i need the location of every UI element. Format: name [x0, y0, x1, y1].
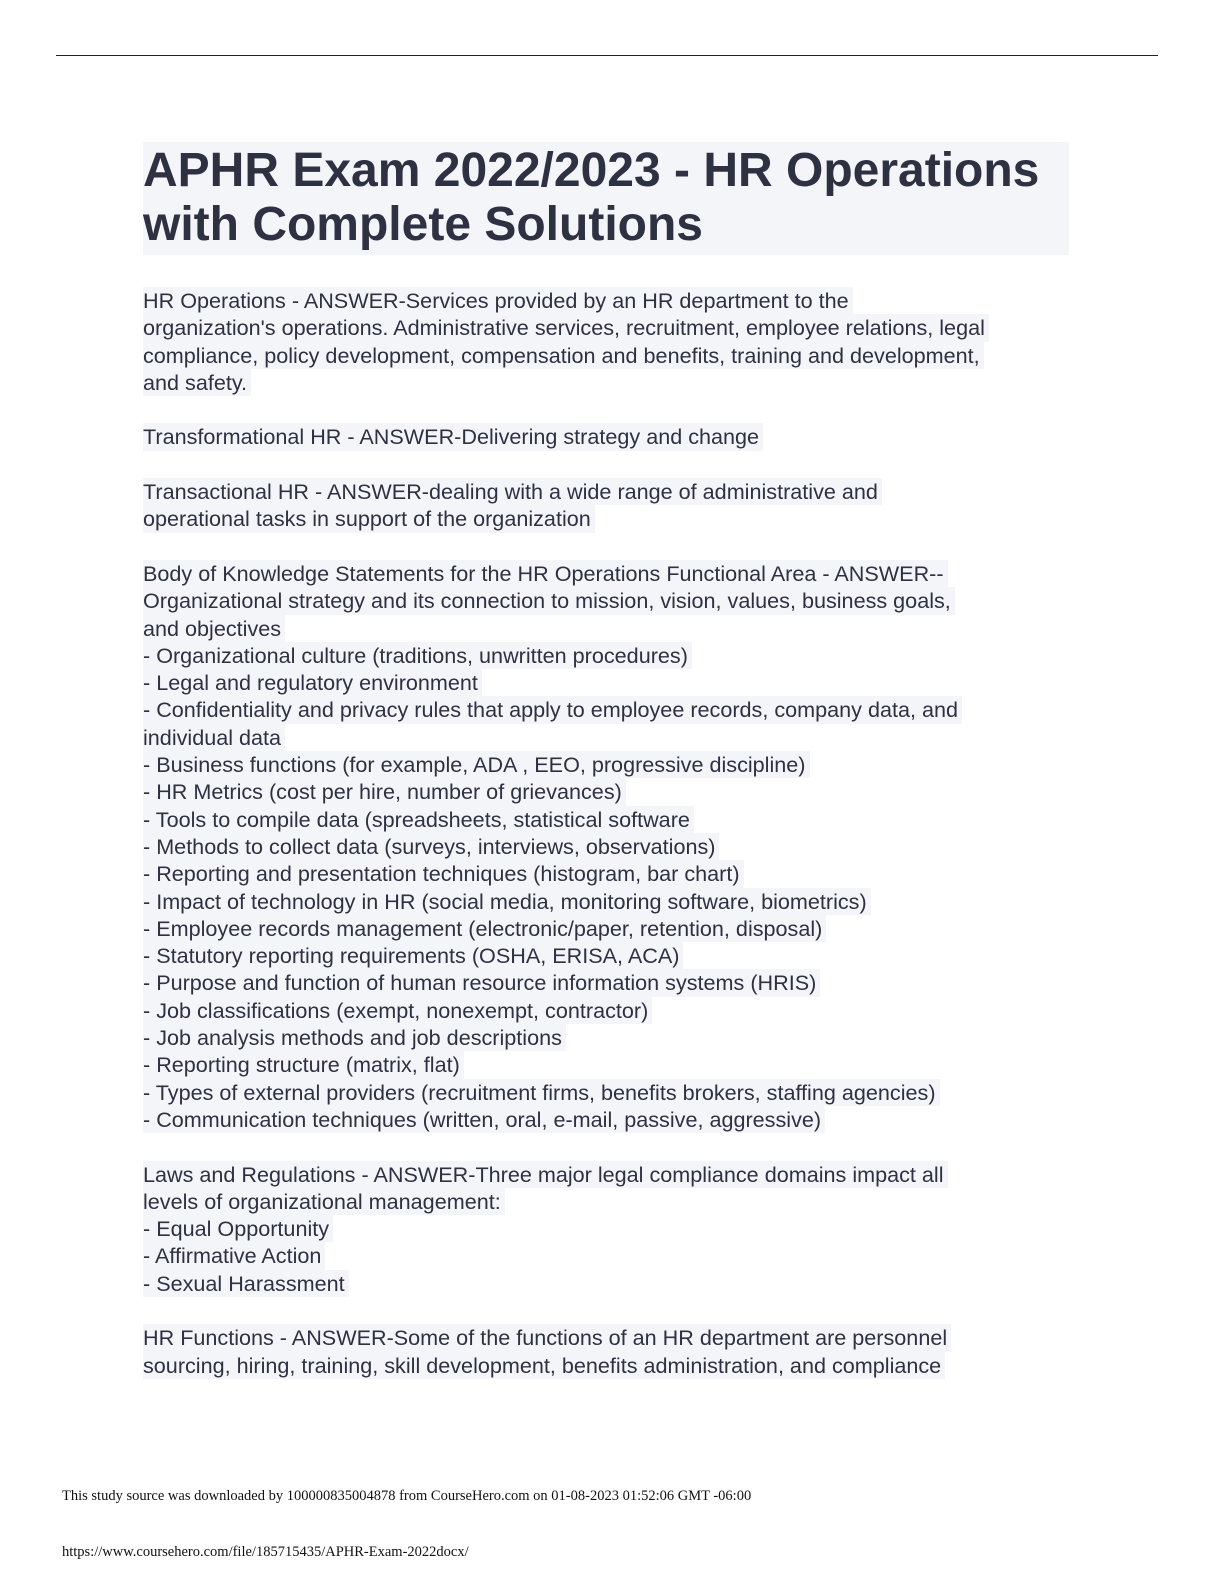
text-line: compliance, policy development, compensation and benefits, training and development,: [143, 342, 984, 369]
title-line: with Complete Solutions: [143, 198, 703, 251]
list-item: - Job analysis methods and job descriptions: [143, 1024, 566, 1051]
list-item: - Affirmative Action: [143, 1242, 325, 1269]
document-content: [143, 142, 1073, 1406]
text-line: HR Functions - ANSWER-Some of the functions of an HR department are personnel: [143, 1324, 951, 1351]
document-body: [143, 287, 1073, 1379]
list-item: - Reporting structure (matrix, flat): [143, 1051, 464, 1078]
text-line: Transformational HR - ANSWER-Delivering strategy and change: [143, 423, 763, 450]
text-line: HR Operations - ANSWER-Services provided by an HR department to the: [143, 287, 853, 314]
list-item: - Equal Opportunity: [143, 1215, 333, 1242]
list-item: - Types of external providers (recruitment firms, benefits brokers, staffing agencies): [143, 1079, 940, 1106]
list-item: - Employee records management (electronic/paper, retention, disposal): [143, 915, 826, 942]
text-line: levels of organizational management:: [143, 1188, 505, 1215]
list-item: - Job classifications (exempt, nonexempt, contractor): [143, 997, 652, 1024]
text-line: and safety.: [143, 369, 251, 396]
list-item: - Communication techniques (written, oral, e-mail, passive, aggressive): [143, 1106, 825, 1133]
list-item: - Business functions (for example, ADA , EEO, progressive discipline): [143, 751, 810, 778]
list-item: - Sexual Harassment: [143, 1270, 349, 1297]
qa-transactional-hr: [143, 478, 1073, 533]
list-item: - Purpose and function of human resource information systems (HRIS): [143, 969, 820, 996]
list-item: - Legal and regulatory environment: [143, 669, 482, 696]
download-source-note: This study source was downloaded by 100000835004878 from CourseHero.com on 01-08-2023 01:52:06 GMT -06:00: [62, 1488, 752, 1504]
title-line: APHR Exam 2022/2023 - HR Operations: [143, 144, 1040, 197]
list-item: - Statutory reporting requirements (OSHA, ERISA, ACA): [143, 942, 683, 969]
list-item: - Reporting and presentation techniques (histogram, bar chart): [143, 860, 744, 887]
text-line: sourcing, hiring, training, skill development, benefits administration, and compliance: [143, 1352, 945, 1379]
text-line: Body of Knowledge Statements for the HR Operations Functional Area - ANSWER--: [143, 560, 948, 587]
text-line: and objectives: [143, 615, 285, 642]
source-url[interactable]: https://www.coursehero.com/file/185715435/APHR-Exam-2022docx/: [62, 1544, 469, 1560]
text-line: operational tasks in support of the organization: [143, 505, 595, 532]
list-item: - HR Metrics (cost per hire, number of grievances): [143, 778, 626, 805]
list-item: - Confidentiality and privacy rules that apply to employee records, company data, and: [143, 696, 962, 723]
top-divider: [56, 55, 1158, 56]
qa-transformational-hr: [143, 423, 1073, 450]
text-line: Transactional HR - ANSWER-dealing with a wide range of administrative and: [143, 478, 882, 505]
text-line: Organizational strategy and its connection to mission, vision, values, business goals,: [143, 587, 955, 614]
list-item: - Tools to compile data (spreadsheets, statistical software: [143, 806, 694, 833]
qa-laws-and-regulations: [143, 1161, 1073, 1297]
list-item: - Methods to collect data (surveys, interviews, observations): [143, 833, 719, 860]
text-line: organization's operations. Administrative services, recruitment, employee relations, legal: [143, 314, 989, 341]
qa-hr-functions: [143, 1324, 1073, 1379]
list-item: - Impact of technology in HR (social media, monitoring software, biometrics): [143, 888, 871, 915]
list-item: - Organizational culture (traditions, unwritten procedures): [143, 642, 692, 669]
qa-body-of-knowledge: [143, 560, 1073, 1133]
text-line: Laws and Regulations - ANSWER-Three major legal compliance domains impact all: [143, 1161, 948, 1188]
document-title: [143, 142, 1069, 255]
text-line: individual data: [143, 724, 285, 751]
qa-hr-operations: [143, 287, 1073, 396]
